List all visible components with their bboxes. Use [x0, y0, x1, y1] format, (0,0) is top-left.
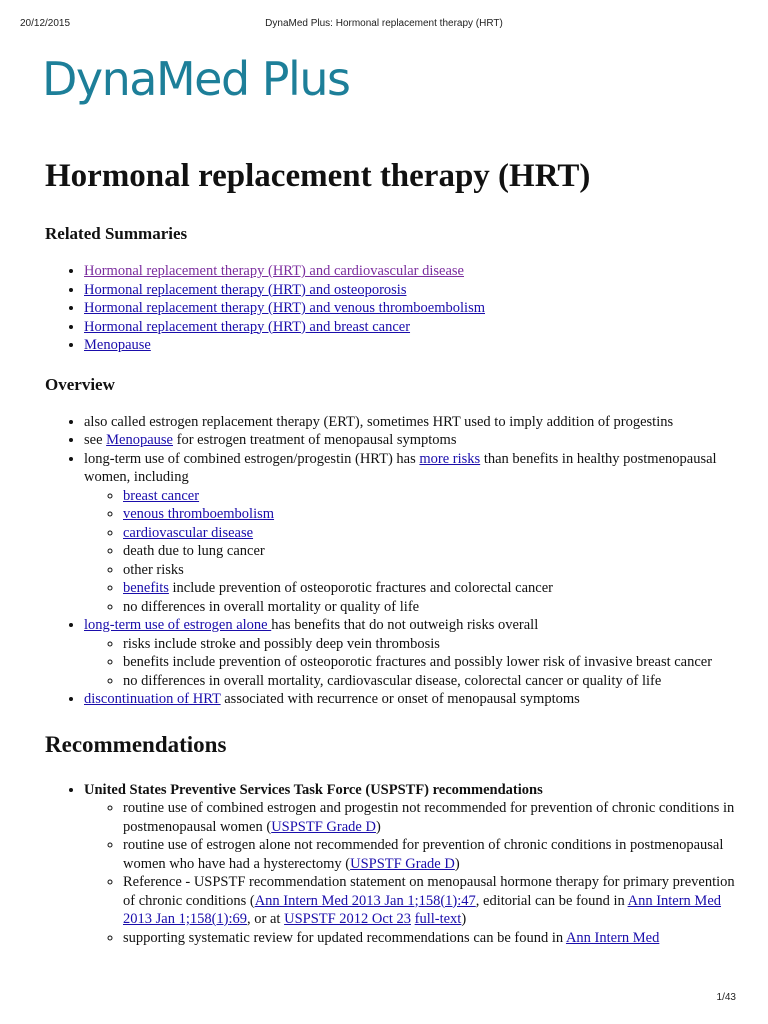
text-span: include prevention of osteoporotic fractures and colorectal cancer — [168, 580, 553, 596]
text-span: supporting systematic review for updated recommendations can be found in — [123, 929, 566, 946]
overview-text: also called estrogen replacement therapy (ERT), sometimes HRT used to imply addition of progestins — [84, 413, 674, 430]
related-link-cardiovascular[interactable]: Hormonal replacement therapy (HRT) and cardiovascular disease — [84, 263, 464, 279]
vte-link[interactable]: venous thromboembolism — [123, 506, 275, 522]
list-item — [84, 281, 735, 300]
page-title: Hormonal replacement therapy (HRT) — [45, 158, 591, 194]
citation-link[interactable]: Ann Intern Med 2013 Jan 1;158(1):47 — [254, 892, 476, 909]
list-item — [123, 524, 735, 543]
list-item — [123, 579, 735, 598]
list-item — [84, 781, 735, 948]
text-span: , editorial can be found in — [475, 892, 628, 909]
list-item — [84, 318, 735, 337]
uspstf-source-link[interactable]: USPSTF 2012 Oct 23 — [284, 911, 411, 927]
recommendations-list — [45, 781, 735, 948]
related-link-vte[interactable]: Hormonal replacement therapy (HRT) and venous thromboembolism — [84, 300, 485, 316]
page-number: 1/43 — [716, 992, 736, 1003]
text-span: no differences in overall mortality or quality of life — [123, 598, 420, 615]
logo-part-plus: Plus — [248, 52, 350, 106]
related-summaries-list — [45, 262, 735, 355]
list-item — [123, 836, 735, 873]
breast-cancer-link[interactable]: breast cancer — [123, 487, 200, 504]
text-span: ) — [375, 818, 381, 835]
text-span: see — [84, 432, 107, 448]
editorial-citation-link[interactable]: Ann Intern Med 2013 Jan 1;158(1):69 — [123, 892, 722, 927]
list-item — [123, 672, 735, 691]
more-risks-link[interactable]: more risks — [419, 450, 481, 467]
text-span: has benefits that do not outweigh risks overall — [271, 617, 539, 633]
list-item — [123, 929, 735, 948]
list-item — [84, 616, 735, 690]
cardiovascular-link[interactable]: cardiovascular disease — [123, 524, 254, 541]
risks-sublist — [84, 487, 735, 617]
uspstf-sublist — [84, 799, 735, 947]
uspstf-grade-link[interactable]: USPSTF Grade D — [271, 818, 376, 835]
list-item — [123, 561, 735, 580]
related-link-menopause[interactable]: Menopause — [84, 337, 151, 353]
estrogen-alone-link[interactable]: long-term use of estrogen alone — [84, 617, 272, 633]
text-span: death due to lung cancer — [123, 543, 265, 559]
list-item — [123, 799, 735, 836]
estrogen-alone-sublist — [84, 635, 735, 691]
list-item — [84, 299, 735, 318]
text-span: , or at — [247, 911, 285, 927]
list-item — [84, 336, 735, 355]
discontinuation-link[interactable]: discontinuation of HRT — [84, 691, 221, 707]
text-span: than benefits in healthy postmenopausal women, including — [84, 450, 717, 485]
text-span: other risks — [123, 561, 184, 578]
related-link-breast-cancer[interactable]: Hormonal replacement therapy (HRT) and breast cancer — [84, 318, 411, 335]
dynamed-plus-logo[interactable] — [42, 52, 350, 106]
text-span: for estrogen treatment of menopausal symptoms — [172, 432, 457, 448]
list-item — [123, 653, 735, 672]
print-date: 20/12/2015 — [20, 18, 71, 29]
related-summaries-heading: Related Summaries — [45, 224, 188, 243]
overview-list — [45, 413, 735, 709]
overview-heading: Overview — [45, 374, 115, 394]
uspstf-heading: United States Preventive Services Task Force (USPSTF) recommendations — [84, 781, 543, 798]
print-title: DynaMed Plus: Hormonal replacement therapy (HRT) — [265, 18, 503, 29]
text-span: ) — [454, 855, 460, 872]
logo-part-dynamed: DynaMed — [42, 52, 249, 106]
text-span: long-term use of combined estrogen/progestin (HRT) has — [84, 450, 420, 467]
list-item — [84, 262, 735, 281]
list-item — [123, 598, 735, 617]
list-item — [123, 873, 735, 929]
text-span: ) — [461, 911, 467, 927]
list-item — [84, 690, 735, 709]
review-citation-link[interactable]: Ann Intern Med — [565, 929, 660, 946]
list-item — [123, 505, 735, 524]
list-item — [84, 450, 735, 617]
list-item — [84, 413, 735, 432]
uspstf-grade-link[interactable]: USPSTF Grade D — [350, 855, 455, 872]
list-item — [123, 635, 735, 654]
main-content — [45, 148, 735, 947]
full-text-link[interactable]: full-text — [414, 911, 462, 927]
text-span: benefits include prevention of osteoporotic fractures and possibly lower risk of invasive breast cancer — [123, 654, 713, 670]
benefits-link[interactable]: benefits — [123, 580, 169, 596]
text-span: routine use of estrogen alone not recommended for prevention of chronic conditions in postmenopausal women who have had a hysterectomy ( — [123, 837, 724, 872]
related-link-osteoporosis[interactable]: Hormonal replacement therapy (HRT) and osteoporosis — [84, 281, 407, 298]
text-span: associated with recurrence or onset of menopausal symptoms — [220, 691, 580, 707]
text-span: routine use of combined estrogen and progestin not recommended for prevention of chronic conditions in postmenopausal women ( — [123, 800, 735, 835]
menopause-link[interactable]: Menopause — [106, 432, 173, 448]
list-item — [84, 431, 735, 450]
print-header — [0, 18, 768, 32]
recommendations-heading: Recommendations — [45, 731, 227, 757]
list-item — [123, 542, 735, 561]
list-item — [123, 487, 735, 506]
text-span: no differences in overall mortality, cardiovascular disease, colorectal cancer or quality of life — [123, 672, 662, 689]
text-span: Reference - USPSTF recommendation statement on menopausal hormone therapy for primary prevention of chronic conditions ( — [123, 874, 735, 909]
text-span: risks include stroke and possibly deep vein thrombosis — [123, 635, 440, 652]
